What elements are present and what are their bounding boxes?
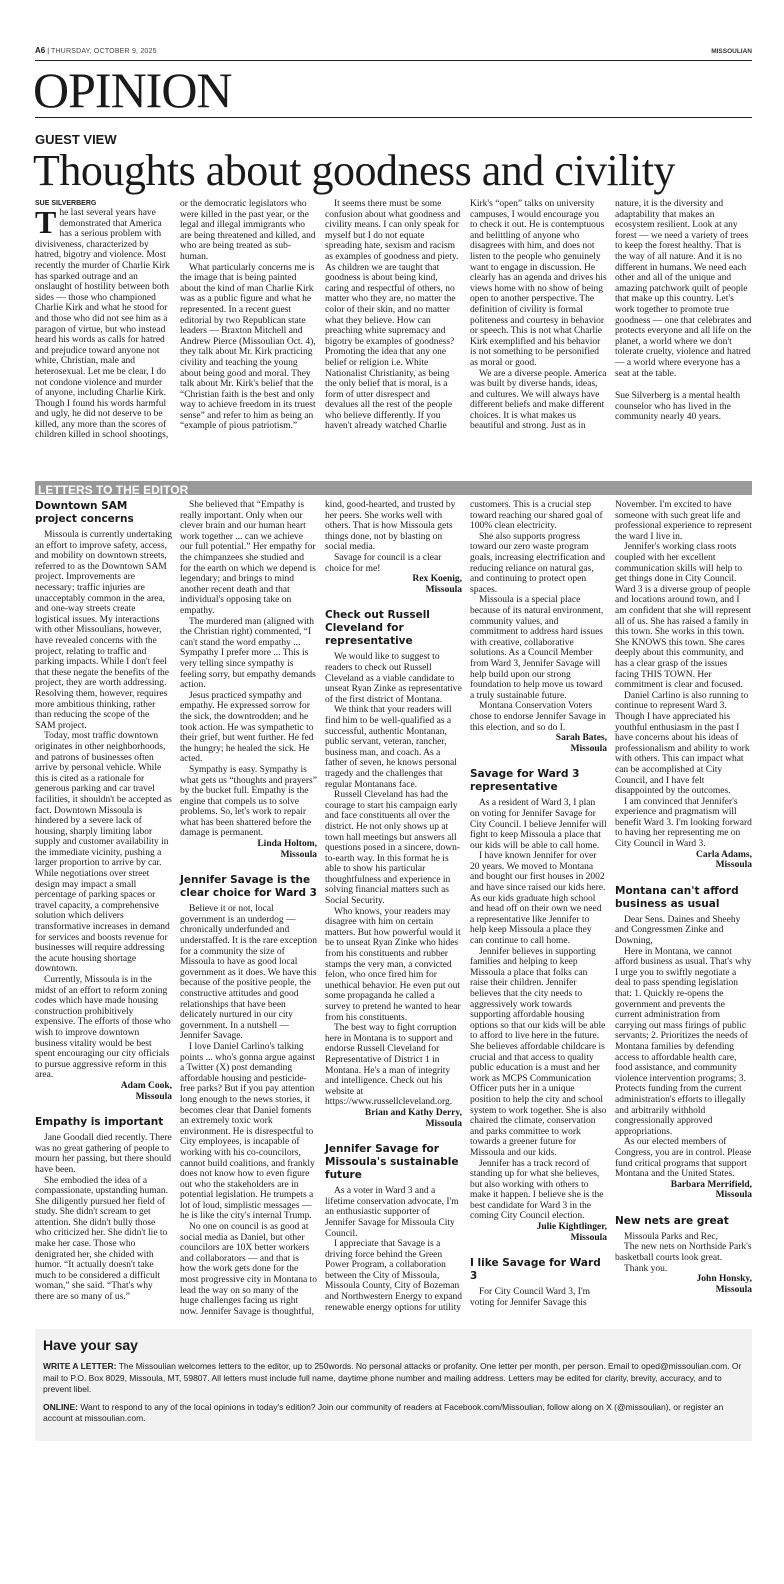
letter-paragraph: Jennifer has a track record of standing up for what she believes, but also working with others to make it happen. I believe she is the best candidate for Ward 3 in the coming City Council election.	[470, 1158, 604, 1222]
letter	[615, 1215, 752, 1296]
letter-paragraph: Savage for council is a clear choice for me!	[325, 553, 442, 574]
have-your-say-title: Have your say	[43, 1337, 138, 1354]
have-your-say-box	[35, 1329, 752, 1441]
letter-paragraph: For City Council Ward 3, I'm voting for Jennifer Savage this November. I'm excited to have someone with such great life and professional experience to represent the ward I live in.	[470, 500, 752, 1308]
letter-author: Adam Cook,	[120, 1080, 172, 1091]
letter-author: Linda Holtom,	[257, 839, 317, 850]
letter-headline: I like Savage for Ward 3	[470, 1257, 601, 1283]
separator: |	[47, 48, 51, 55]
letter-city: Missoula	[135, 1091, 172, 1102]
author-bio: Sue Silverberg is a mental health counselor who has lived in the community nearly 40 years.	[615, 391, 741, 423]
letter-paragraph: The murdered man (aligned with the Christian right) commented, “I can't stand the word empathy ... Sympathy I prefer more ... This is very telling since sympathy is feeling sorry, but empathy demands action.	[180, 616, 316, 691]
letter-paragraph: We think that your readers will find him to be well-qualified as a successful, authentic Montanan, public servant, veteran, rancher, business man, and coach. As a father of seven, he knows personal tragedy and the challenges that regular Montanans face.	[325, 705, 457, 790]
issue-date: THURSDAY, OCTOBER 9, 2025	[50, 48, 157, 55]
paragraph-text: We are a diverse people. America was built by diverse hands, ideas, and cultures. We will always have different beliefs and make different choices. It is what makes us beautiful and strong. Just as in nature, it is the diversity and adaptability that makes an ecosystem resilient. Look at any forest — we need a variety of trees to keep the forest healthy. That is the way of all nature. And it is no different in humans. We need each other and all of the unique and amazing patchwork quilt of people that make up this country. Let's work together to promote true goodness — one that celebrates and protects everyone and all life on the planet, a world where we don't tolerate cruelty, violence and hatred — a world where everyone has a seat at the table.	[470, 199, 752, 432]
letter-paragraph: As our elected members of Congress, you are in control. Please fund critical programs that support Montana and the United States.	[615, 1137, 752, 1180]
publication-name: MISSOULIAN	[711, 48, 752, 55]
letter-city: Missoula	[715, 1284, 752, 1295]
letter-paragraph: I have known Jennifer for over 20 years. We moved to Montana and bought our first houses in 2002 and have since raised our kids here. As our kids graduate high school and head off on their own we need a representative like Jennifer to help keep Missoula a place they can continue to call home.	[470, 851, 606, 947]
paragraph-text: he last several years have demonstrated that America has a serious problem with divisiveness, characterized by hatred, bigotry and violence. Most recently the murder of Charlie Kirk has sparked outrage and an onslaught of hostility between both sides — those who championed Charlie Kirk and what he stood for and those who did not see him as a paragon of virtue, but who instead heard his words as calls for hatred and prejudice toward anyone not white, Christian, male and heterosexual. Let me be clear, I do not condone violence and murder of anyone, including Charlie Kirk. Though I found his words harmful and ugly, he did not deserve to be killed, any more than the scores of children killed in school shootings, or the democratic legislators who were killed in the past year, or the legal and illegal immigrants who are being threatened and killed, and who are being treated as sub-human.	[35, 199, 316, 441]
write-letter-info	[43, 1361, 743, 1396]
letter-paragraph: We would like to suggest to readers to check out Russell Cleveland as a viable candidate to unseat Ryan Zinke as representative of the first district of Montana.	[325, 652, 462, 705]
letter-paragraph: The best way to fight corruption here in Montana is to support and endorse Russell Cleveland for Representative of District 1 in Montana. He's a man of integrity and intelligence. Check out his website at https://www.russellcleveland.org.	[325, 1023, 457, 1108]
letter-paragraph: Daniel Carlino is also running to continue to represent Ward 3. Though I have appreciated his youthful enthusiasm in the past I have concerns about his ideas of professionalism and ability to work with others. This can impact what can be accomplished at City Council, and I have felt disappointed by the outcomes.	[615, 690, 750, 797]
letter-paragraph: Here in Montana, we cannot afford business as usual. That's why I urge you to swiftly negotiate a deal to pass spending legislation that: 1. Quickly re-opens the government and prevents the current administration from carrying out mass firings of public servants; 2. Prioritizes the needs of Montana families by defending access to affordable health care, food assistance, and community violence intervention programs; 3. Protects funding from the current administration's efforts to illegally and arbitrarily withhold congressionally approved appropriations.	[615, 946, 752, 1137]
letter-paragraph: I appreciate that Savage is a driving force behind the Green Power Program, a collaboration between the City of Missoula, Missoula County, City of Bozeman and Northwestern Energy to expand renewable energy options for utility customers. This is a crucial step toward reaching our shared goal of 100% clean electricity.	[325, 500, 603, 1313]
letter-author: Julie Kightlinger,	[536, 1222, 607, 1233]
letter-paragraph: Jane Goodall died recently. There was no great gathering of people to mourn her passing, but there should have been.	[35, 1133, 172, 1175]
letter-paragraph: Currently, Missoula is in the midst of an effort to reform zoning codes which have made housing construction prohibitively expensive. The efforts of those who wish to improve downtown business vitality would be best spent encouraging our city officials to pursue aggressive reform in this area.	[35, 975, 171, 1081]
letter-author: Carla Adams,	[696, 849, 752, 860]
letter-paragraph: As a voter in Ward 3 and a lifetime conservation advocate, I'm an enthusiastic supporter of Jennifer Savage for Missoula City Council.	[325, 1186, 459, 1239]
letter-city: Missoula	[715, 860, 752, 871]
letter-paragraph: No one on council is as good at social media as Daniel, but other councilors are 10X better workers and collaborators — and that is how the work gets done for the most progressive city in Montana to lead the way on so many of the huge challenges facing us right now. Jennifer Savage is thoughtful, kind, good-hearted, and trusted by her peers. She works well with others. That is how Missoula gets things done, not by blasting on social media.	[180, 500, 456, 1317]
paragraph-text: What particularly concerns me is the image that is being painted about the kind of man Charlie Kirk was as a public figure and what he represented. In a recent guest editorial by two Republican state leaders — Braxton Mitchell and Andrew Pierce (Missoulian Oct. 4), they talk about Mr. Kirk practicing civility and teaching the young about being good and moral. They talk about Mr. Kirk's belief that the “Christian faith is the best and only way to achieve freedom in its truest sense” and refer to him as being an “example of pious patriotism.”	[180, 262, 316, 432]
write-letter-label: WRITE A LETTER:	[43, 1361, 117, 1372]
letter-headline: Jennifer Savage is the clear choice for Ward 3	[180, 874, 317, 900]
letter-author: Barbara Merrifield,	[670, 1179, 752, 1190]
letter-author: John Honsky,	[696, 1274, 752, 1285]
letter-author: Rex Koenig,	[412, 574, 462, 585]
letter-paragraph: Missoula Parks and Rec,	[624, 1231, 718, 1242]
letter-paragraph: The new nets on Northside Park's basketball courts look great.	[615, 1242, 752, 1264]
letter	[35, 500, 172, 1102]
letter-city: Missoula	[425, 584, 462, 595]
letter-headline: Savage for Ward 3 representative	[470, 768, 580, 794]
letter	[615, 885, 752, 1201]
letter-paragraph: Missoula is currently undertaking an effort to improve safety, access, and mobility on downtown streets, referred to as the Downtown SAM project. Improvements are necessary; traffic injuries are unacceptably common in the area, and one-way streets create logistical issues. My interactions with other Missoulians, however, have revealed concerns with the project, relating to traffic and parking impacts. While I don't feel that these negate the benefits of the project, they are worth addressing. Resolving them, however, requires more ambitious thinking, rather than reducing the scope of the SAM project.	[35, 530, 172, 731]
letter-author: Brian and Kathy Derry,	[364, 1107, 462, 1118]
section-title: OPINION	[33, 62, 232, 118]
article-paragraph	[180, 263, 317, 433]
letter-paragraph: Thank you.	[624, 1263, 668, 1274]
letter-headline: Jennifer Savage for Missoula's sustainable future	[325, 1143, 459, 1182]
page-number: A6	[35, 46, 46, 55]
letter-headline: Check out Russell Cleveland for representative	[325, 609, 430, 648]
letter-paragraph: Russell Cleveland has had the courage to start his campaign early and face constituents all over the district. He not only shows up at town hall meetings but answers all questions posed in a sincere, down-to-earth way. In this format he is able to show his particular thoughtfulness and experience in solving financial matters such as Social Security.	[325, 790, 461, 907]
letter-headline: Empathy is important	[35, 1116, 164, 1129]
letter-paragraph: I love Daniel Carlino's talking points ... who's gonna argue against a Twitter (X) post demanding affordable housing and pesticide-free parks? But if you pay attention long enough to the news stories, it becomes clear that Daniel foments an extremely toxic work environment. He is disrespectful to City employees, is incapable of working with his co-councilors, cannot build coalitions, and frankly does not know how to even figure out who the stakeholders are in potential legislation. He trumpets a lot of loud, simplistic messages — he is like the city's internal Trump.	[180, 1041, 316, 1222]
letter-paragraph: She embodied the idea of a compassionate, upstanding human. She diligently pursued her field of study. She didn't scream to get attention. She didn't bully those who criticized her. She didn't lie to make her case. Those who denigrated her, she chided with humor. “It actually doesn't take much to be considered a difficult woman,” she said. “That's why there are so many of us.”	[35, 1175, 168, 1303]
write-letter-text: The Missoulian welcomes letters to the editor, up to 250words. No personal attacks or profanity. One letter per month, per person. Email to oped@missoulian.com. Or mail to P.O. Box 8029, Missoula, MT, 59807. All letters must include full name, daytime phone number and mailing address. Letters may be edited for clarity, brevity, accuracy, and to prevent libel.	[43, 1361, 742, 1395]
letter-paragraph: Dear Sens. Daines and Sheehy and Congressmen Zinke and Downing,	[615, 914, 741, 947]
letter-city: Missoula	[425, 1118, 462, 1129]
letter-author: Sarah Bates,	[555, 733, 607, 744]
paragraph-text: It seems there must be some confusion about what goodness and civility means. I can only speak for myself but I do not equate spreading hate, sexism and racism as examples of goodness and piety. As children we are taught that goodness is about being kind, caring and respectful of others, no matter who they are, no matter the color of their skin, and no matter what they believe. How can preaching white supremacy and bigotry be examples of goodness? Promoting the idea that any one belief or religion i.e. White Nationalist Christianity, as being the only belief that is moral, is a form of utter disrespect and devalues all the rest of the people who believe differently. If you haven't already watched Charlie Kirk's “open” talks on university campuses, I would encourage you to check it out. He is contemptuous and belittling of anyone who disagrees with him, and does not listen to the people who genuinely want to engage in discussion. He clearly has an agenda and drives his views home with no show of being open to another perspective. The definition of civility is formal politeness and courtesy in behavior or speech. This is not what Charlie Kirk exemplified and his behavior is not something to be personified as moral or good.	[325, 199, 607, 432]
letter	[470, 768, 607, 1243]
letter-headline: New nets are great	[615, 1214, 729, 1227]
page-header	[35, 46, 752, 61]
letter-paragraph: Jennifer believes in supporting families and helping to keep Missoula a place that folks can raise their children. Jennifer believes that the city needs to aggressively work towards supporting affordable housing options so that our kids will be able to afford to live here in the future. She believes affordable childcare is crucial and that access to quality public education is a must and her work as MCPS Communication Officer puts her in a unique position to help the city and school system to work together. She is also chaired the climate, conservation and parks committee to work towards a greener future for Missoula and our kids.	[470, 946, 607, 1158]
letter-city: Missoula	[570, 743, 607, 754]
letter-city: Missoula	[570, 1232, 607, 1243]
letters-section-bar	[35, 481, 752, 498]
letter-paragraph: Missoula is a special place because of its natural environment, community values, and commitment to address hard issues with creative, collaborative solutions. As a Council Member from Ward 3, Jennifer Savage will help build upon our strong foundation to help move us toward a truly sustainable future.	[470, 595, 604, 701]
online-label: ONLINE:	[43, 1401, 78, 1412]
letter-paragraph: Jennifer's working class roots coupled with her excellent communication skills will help to get things done in City Council. Ward 3 is a diverse group of people and locations around town, and I am confident that she will represent all of us. She has raised a family in this town. She works in this town. She KNOWS this town. She cares deeply about this community, and has a clear grasp of the issues facing THIS TOWN. Her commitment is clear and focused.	[615, 542, 751, 691]
letter-paragraph: Today, most traffic downtown originates in other neighborhoods, and patrons of businesses often arrive by personal vehicle. While this is cited as a rationale for generous parking and car travel facilities, it shouldn't be accepted as fact. Downtown Missoula is hindered by a severe lack of housing, sharply limiting labor supply and customer availability in the immediate vicinity, pushing a larger proportion to arrive by car. While negotiations over street design may impact a small percentage of parking spaces or travel capacity, a comprehensive solution which delivers transformative increases in demand for services and boosts revenue for businesses will require addressing the acute housing shortage downtown.	[35, 731, 172, 975]
letter-paragraph: Montana Conservation Voters chose to endorse Jennifer Savage in this election, and so do I.	[470, 701, 606, 733]
guest-view-label: GUEST VIEW	[35, 132, 117, 147]
letters-section-title: LETTERS TO THE EDITOR	[38, 483, 189, 498]
letter-headline: Downtown SAM project concerns	[35, 500, 134, 526]
letter-paragraph: Jesus practiced sympathy and empathy. He expressed sorrow for the sick, the downtrodden; and he took action. He was sympathetic to their grief, but went further. He fed the hungry; he healed the sick. He acted.	[180, 690, 314, 765]
letter-city: Missoula	[280, 849, 317, 860]
letter-paragraph: Believe it or not, local government is an underdog — chronically underfunded and understaffed. It is the rare exception for a community the size of Missoula to have as good local government as it does. We have this because of the positive people, the constructive attitudes and good relationships that have been delicately nurtured in our city government. In a nutshell — Jennifer Savage.	[180, 904, 317, 1042]
letter-paragraph: Who knows, your readers may disagree with him on certain matters. But how powerful would it be to unseat Ryan Zinke who hides from his constituents and rubber stamps the very man, a convicted felon, who once fired him for unethical behavior. He even put out some propaganda he called a survey to pretend he wanted to hear from his constituents.	[325, 906, 461, 1023]
letter-city: Missoula	[715, 1190, 752, 1201]
guest-article-body	[35, 199, 752, 441]
letters-list	[35, 500, 752, 1317]
letter-paragraph: She believed that “Empathy is really important. Only when our clever brain and our human heart work together ... can we achieve our full potential.” Her empathy for the chimpanzees she studied and for the earth on which we depend is legendary; and brings to mind another recent death and that individual's opposing take on empathy.	[180, 500, 316, 616]
letter	[325, 609, 462, 1129]
article-headline: Thoughts about goodness and civility	[33, 146, 675, 195]
letter-paragraph: I am convinced that Jennifer's experience and pragmatism will benefit Ward 3. I'm looking forward to having her representing me on City Council in Ward 3.	[615, 796, 752, 850]
online-info	[43, 1402, 743, 1425]
letter-headline: Montana can't afford business as usual	[615, 884, 739, 910]
letter-paragraph: As a resident of Ward 3, I plan on voting for Jennifer Savage for City Council. I believe Jennifer will fight to keep Missoula a place that our kids will be able to call home.	[470, 798, 607, 851]
byline: SUE SILVERBERG	[35, 200, 97, 207]
newspaper-page	[35, 0, 752, 1441]
letter-paragraph: Sympathy is easy. Sympathy is what gets us “thoughts and prayers” by the bucket full. Empathy is the engine that compels us to solve problems. So, let's work to repair what has been shattered before the damage is permanent.	[180, 764, 317, 839]
letter-paragraph: She also supports progress toward our zero waste program goals, increasing electrification and reducing reliance on natural gas, and continuing to protect open spaces.	[470, 531, 606, 595]
drop-cap: T	[35, 204, 57, 240]
online-text: Want to respond to any of the local opinions in today's edition? Join our community of readers at Facebook.com/Missoulian, follow along on X (@missoulian), or register an account at missoulian.com.	[43, 1401, 724, 1424]
